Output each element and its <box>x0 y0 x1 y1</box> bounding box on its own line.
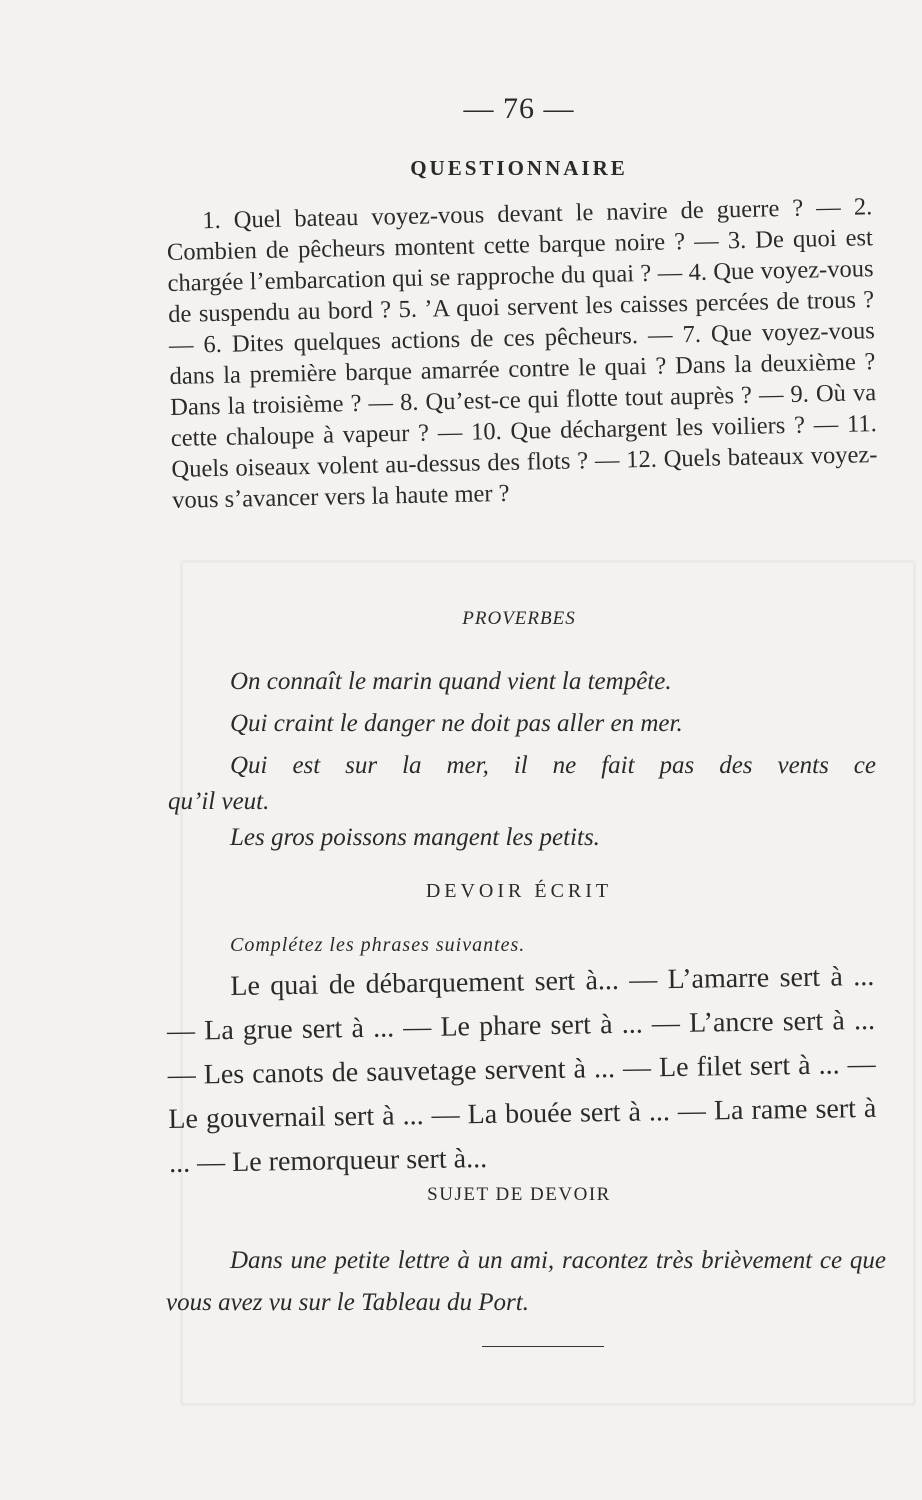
sujet-de-devoir-text: Dans une petite lettre à un ami, racontez très brièvement ce que vous avez vu sur le Tableau du Port. <box>166 1247 886 1316</box>
devoir-ecrit-text: Le quai de débarquement sert à... — L’amarre sert à ... — La grue sert à ... — Le phare sert à ... — L’ancre sert à ... — Les canots de sauvetage servent à ... — Le filet sert à ... — Le gouvernail sert à ... — La bouée sert à ... — La rame sert à ... — Le remorqueur sert à... <box>166 960 877 1179</box>
sujet-de-devoir-title: SUJET DE DEVOIR <box>427 1184 611 1205</box>
questionnaire-title: QUESTIONNAIRE <box>410 156 628 180</box>
devoir-ecrit-instructions: Complétez les phrases suivantes. <box>230 934 526 956</box>
proverb-item-continuation: qu’il veut. <box>168 788 270 815</box>
proverbes-title: PROVERBES <box>462 608 576 629</box>
questionnaire-text: 1. Quel bateau voyez-vous devant le navire de guerre ? — 2. Combien de pêcheurs montent cette barque noire ? — 3. De quoi est chargée l’embarcation qui se rapproche du quai ? — 4. Que voyez-vous de suspendu au bord ? 5. ’A quoi servent les caisses percées de trous ? — 6. Dites quelques actions de ces pêcheurs. — 7. Que voyez-vous dans la première barque amarrée contre le quai ? Dans la deuxième ? Dans la troisième ? — 8. Qu’est-ce qui flotte tout auprès ? — 9. Où va cette chaloupe à vapeur ? — 10. Que déchargent les voiliers ? — 11. Quels oiseaux volent au-dessus des flots ? — 12. Quels bateaux voyez-vous s’avancer vers la haute mer ? <box>166 193 878 514</box>
devoir-ecrit-title: DEVOIR ÉCRIT <box>425 880 613 902</box>
proverb-item: Les gros poissons mangent les petits. <box>230 824 600 851</box>
proverb-item: Qui craint le danger ne doit pas aller en mer. <box>230 710 683 737</box>
proverb-item: On connaît le marin quand vient la tempête. <box>230 668 672 695</box>
page-number: — 76 — <box>463 92 575 125</box>
closing-rule <box>482 1346 604 1347</box>
proverb-item: Qui est sur la mer, il ne fait pas des vents ce <box>230 752 876 779</box>
